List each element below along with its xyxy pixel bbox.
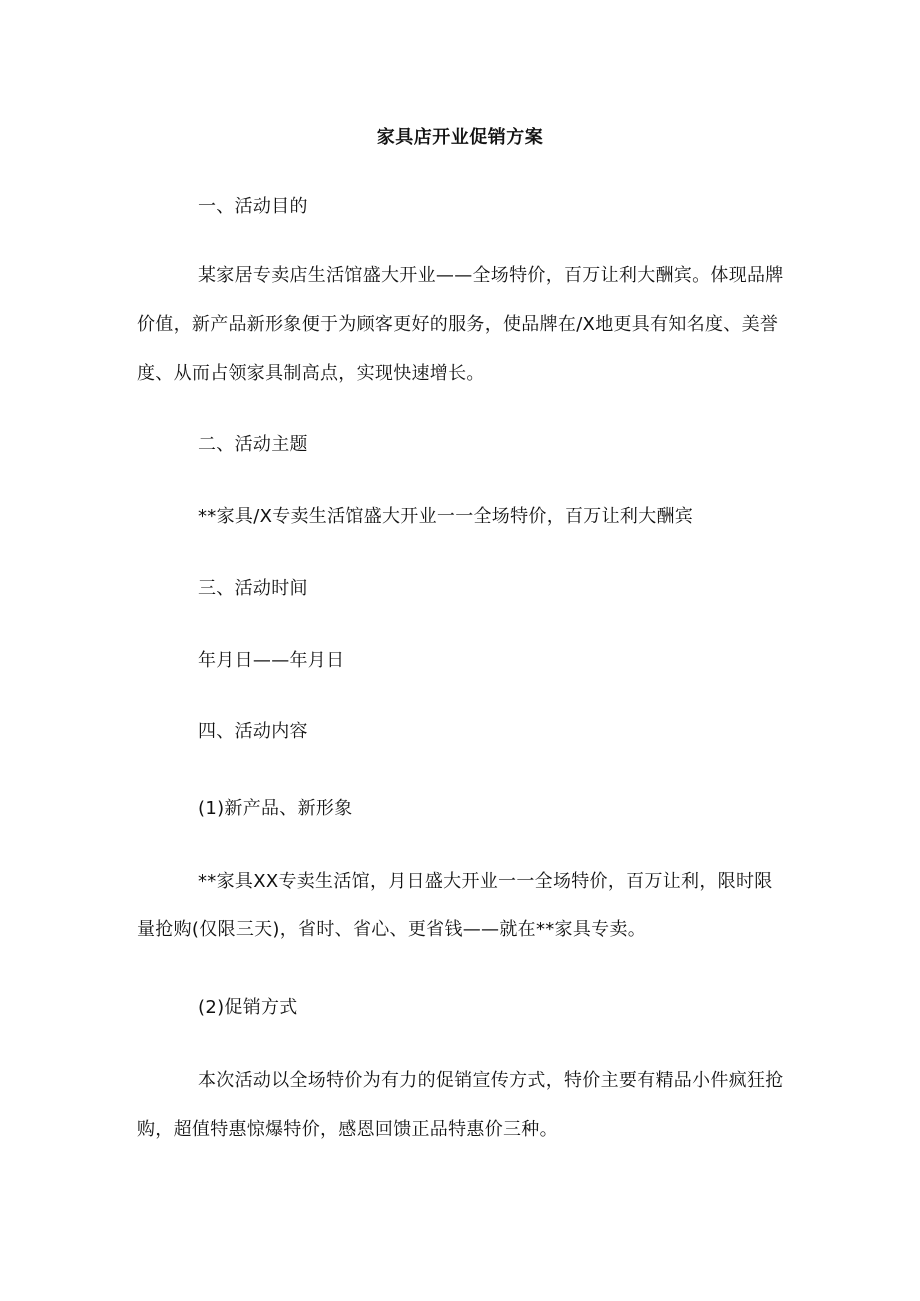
- section-heading-purpose: 一、活动目的: [198, 196, 308, 217]
- section-heading-theme: 二、活动主题: [198, 434, 308, 455]
- paragraph-line: 本次活动以全场特价为有力的促销宣传方式，特价主要有精品小件疯狂抢: [198, 1070, 784, 1091]
- paragraph-line: **家具XX专卖生活馆，月日盛大开业一一全场特价，百万让利，限时限: [198, 871, 773, 892]
- paragraph-line: 年月日——年月日: [198, 650, 345, 671]
- paragraph-line: **家具/X专卖生活馆盛大开业一一全场特价，百万让利大酬宾: [198, 506, 694, 527]
- section-heading-content: 四、活动内容: [198, 721, 308, 742]
- paragraph-line: 购，超值特惠惊爆特价，感恩回馈正品特惠价三种。: [137, 1119, 558, 1140]
- subsection-heading-new-product: (1)新产品、新形象: [198, 798, 353, 819]
- subsection-heading-promotion-method: (2)促销方式: [198, 997, 298, 1018]
- paragraph-line: 度、从而占领家具制高点，实现快速增长。: [137, 363, 485, 384]
- paragraph-line: 某家居专卖店生活馆盛大开业——全场特价，百万让利大酬宾。体现品牌: [198, 265, 784, 286]
- paragraph-line: 量抢购(仅限三天)，省时、省心、更省钱——就在**家具专卖。: [137, 919, 647, 940]
- document-title: 家具店开业促销方案: [376, 127, 544, 148]
- paragraph-line: 价值，新产品新形象便于为顾客更好的服务，使品牌在/X地更具有知名度、美誉: [137, 314, 779, 335]
- section-heading-time: 三、活动时间: [198, 578, 308, 599]
